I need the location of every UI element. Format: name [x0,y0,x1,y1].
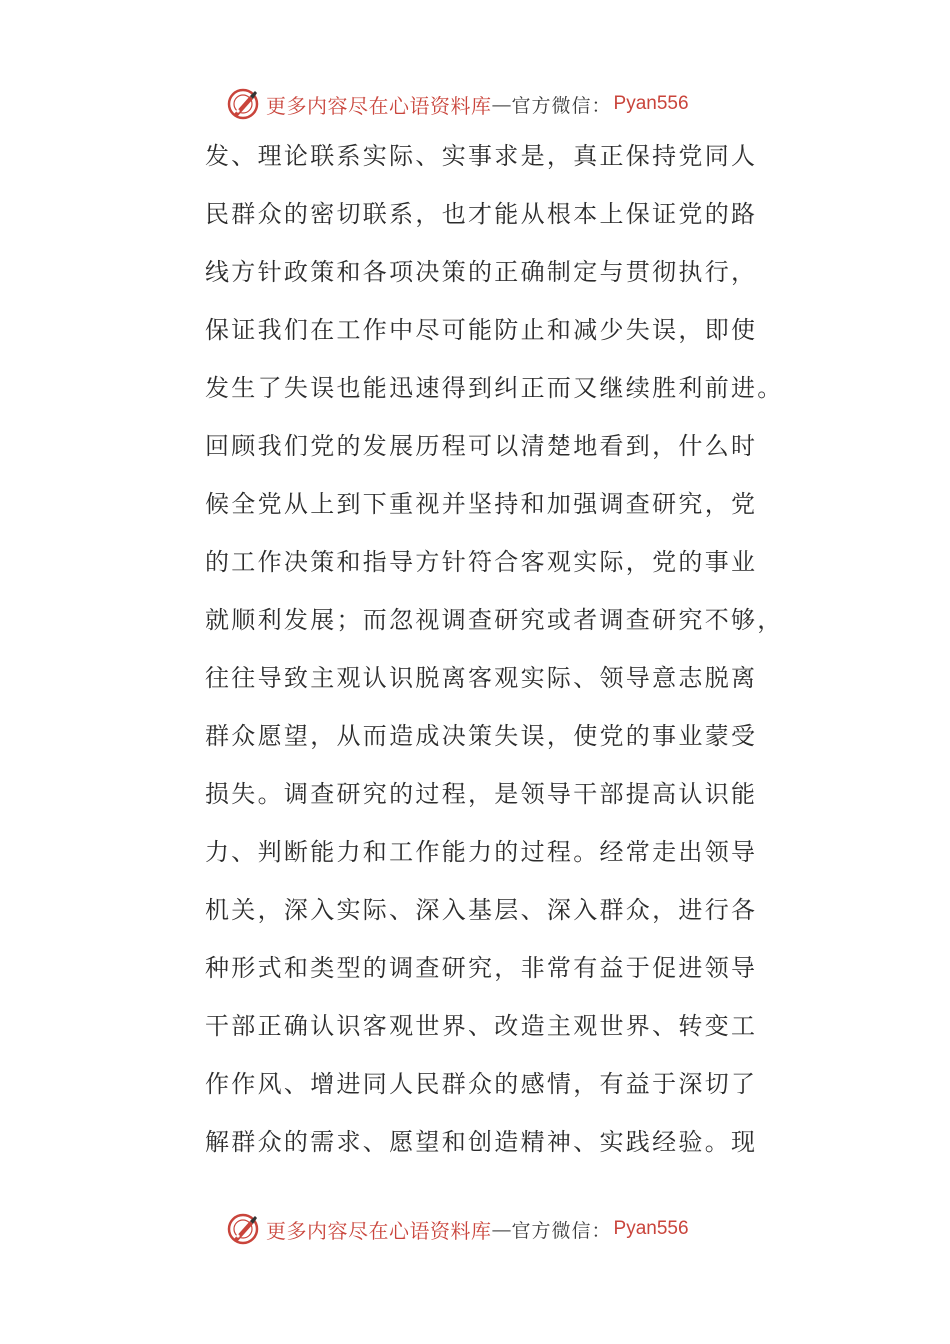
body-line: 发、理论联系实际、实事求是，真正保持党同人 [205,142,758,170]
body-line: 的工作决策和指导方针符合客观实际，党的事业 [205,548,758,576]
body-line: 线方针政策和各项决策的正确制定与贯彻执行， [205,258,758,286]
pen-logo-icon [226,87,260,121]
header-banner [226,86,689,122]
wechat-label: 官方微信： [511,1219,612,1242]
banner-dash: — [491,92,512,116]
body-line: 就顺利发展；而忽视调查研究或者调查研究不够， [205,606,784,634]
body-line: 种形式和类型的调查研究，非常有益于促进领导 [205,954,758,982]
body-line: 力、判断能力和工作能力的过程。经常走出领导 [205,838,758,866]
body-line: 候全党从上到下重视并坚持和加强调查研究，党 [205,490,758,518]
wechat-id: Pyan556 [613,93,689,114]
footer-banner [226,1211,689,1247]
wechat-id: Pyan556 [613,1218,689,1239]
body-line: 保证我们在工作中尽可能防止和减少失误，即使 [205,316,758,344]
pen-logo-icon [226,1212,260,1246]
banner-dash: — [491,1217,512,1241]
brand-text: 更多内容尽在心语资料库 [266,1218,492,1243]
body-line: 解群众的需求、愿望和创造精神、实践经验。现 [205,1128,758,1156]
brand-text: 更多内容尽在心语资料库 [266,93,492,118]
body-line: 机关，深入实际、深入基层、深入群众，进行各 [205,896,758,924]
wechat-label: 官方微信： [511,94,612,117]
body-line: 群众愿望，从而造成决策失误，使党的事业蒙受 [205,722,758,750]
body-line: 民群众的密切联系，也才能从根本上保证党的路 [205,200,758,228]
body-line: 往往导致主观认识脱离客观实际、领导意志脱离 [205,664,758,692]
body-line: 发生了失误也能迅速得到纠正而又继续胜利前进。 [205,374,784,402]
body-line: 干部正确认识客观世界、改造主观世界、转变工 [205,1012,758,1040]
body-line: 作作风、增进同人民群众的感情，有益于深切了 [205,1070,758,1098]
document-body [205,127,784,1171]
body-line: 回顾我们党的发展历程可以清楚地看到，什么时 [205,432,758,460]
body-line: 损失。调查研究的过程，是领导干部提高认识能 [205,780,758,808]
